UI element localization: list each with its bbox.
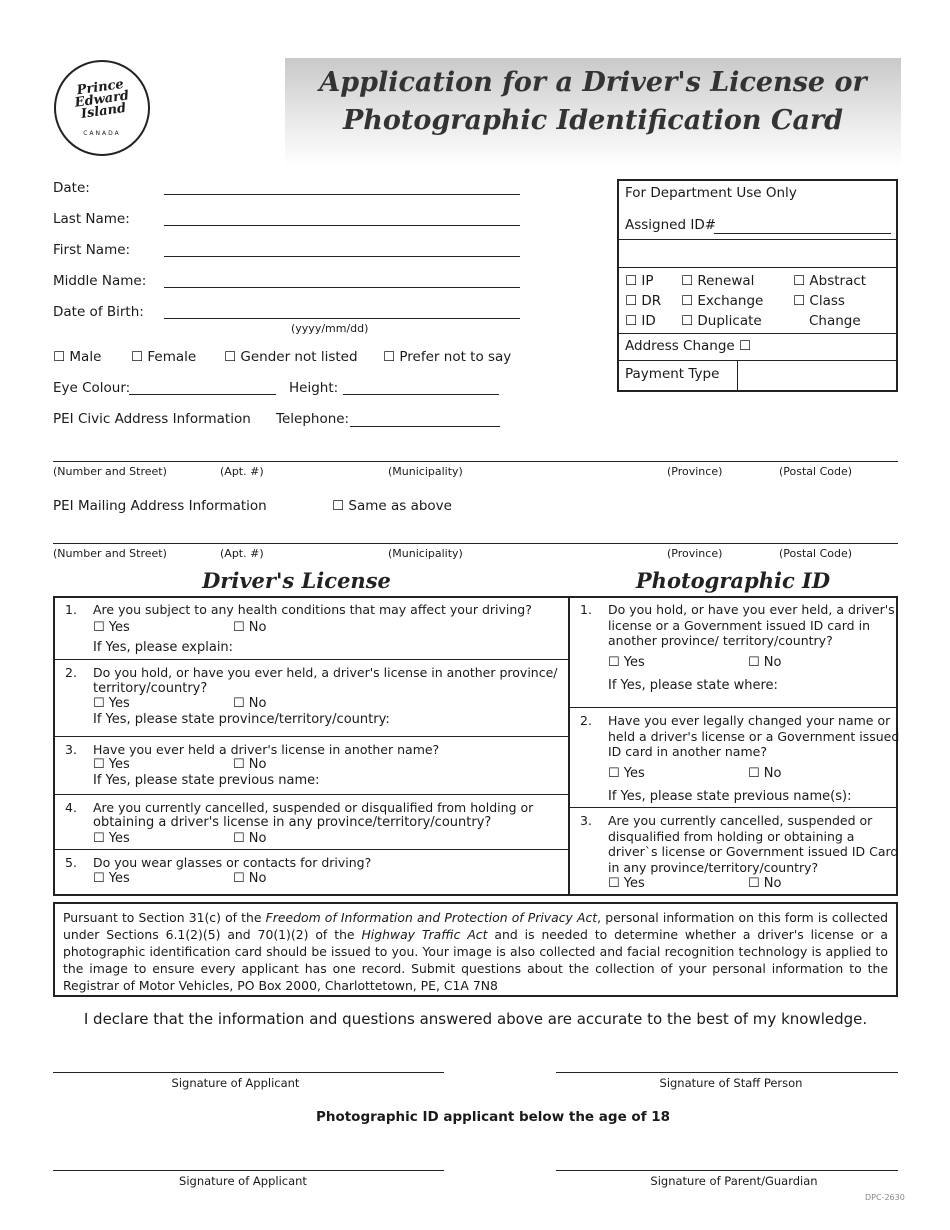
- q-num: 2.: [580, 713, 592, 728]
- applicant-under18-signature-label: Signature of Applicant: [179, 1174, 307, 1188]
- chk-renewal[interactable]: ☐ Renewal: [681, 273, 755, 289]
- pid-q3-yes[interactable]: ☐ Yes: [608, 876, 645, 891]
- parent-signature-label: Signature of Parent/Guardian: [650, 1174, 818, 1188]
- q-text: Are you subject to any health conditions that may affect your driving?: [93, 602, 532, 617]
- q-line: license or a Government issued ID card in: [608, 617, 870, 633]
- dl-q1-no[interactable]: ☐ No: [233, 620, 267, 635]
- pid-q3-no[interactable]: ☐ No: [748, 876, 782, 891]
- dl-q2-follow: If Yes, please state province/territory/country:: [93, 712, 390, 727]
- staff-signature-label: Signature of Staff Person: [659, 1076, 803, 1090]
- staff-signature-field[interactable]: [556, 1072, 898, 1073]
- dl-q1-yes[interactable]: ☐ Yes: [93, 620, 130, 635]
- date-field[interactable]: [164, 194, 520, 195]
- last-name-label: Last Name:: [53, 211, 130, 227]
- payment-type-label: Payment Type: [625, 366, 720, 382]
- mailing-municipality-hint: (Municipality): [388, 547, 463, 560]
- title-line-1: Application for a Driver's License or: [319, 67, 867, 98]
- q-num: 3.: [580, 813, 592, 828]
- q-line: Do you hold, or have you ever held, a driver's: [608, 602, 895, 617]
- assigned-id-field[interactable]: [714, 233, 891, 234]
- department-use-box: [617, 179, 898, 392]
- q-line: Have you ever legally changed your name or: [608, 713, 891, 728]
- q-line: Are you currently cancelled, suspended or: [608, 813, 873, 828]
- dl-q5-yes[interactable]: ☐ Yes: [93, 871, 130, 886]
- dept-heading: For Department Use Only: [625, 185, 797, 201]
- mailing-province-hint: (Province): [667, 547, 723, 560]
- q-text: Have you ever held a driver's license in another name?: [93, 742, 440, 757]
- applicant-under18-signature-field[interactable]: [53, 1170, 444, 1171]
- last-name-field[interactable]: [164, 225, 520, 226]
- q-num: 2.: [65, 665, 77, 680]
- q-text: Do you wear glasses or contacts for driving?: [93, 855, 372, 870]
- civic-street-hint: (Number and Street): [53, 465, 167, 478]
- gender-not-listed[interactable]: ☐ Gender not listed: [224, 349, 358, 365]
- q-line: in any province/territory/country?: [608, 859, 819, 875]
- page-title: [285, 64, 901, 140]
- chk-duplicate[interactable]: ☐ Duplicate: [681, 313, 762, 329]
- divider: [53, 659, 570, 660]
- civic-municipality-hint: (Municipality): [388, 465, 463, 478]
- middle-name-label: Middle Name:: [53, 273, 147, 289]
- q-text: [608, 602, 895, 649]
- dl-q3-follow: If Yes, please state previous name:: [93, 773, 320, 788]
- privacy-text: and is needed to determine whether a driver's license or a photographic identification card should be issued to you. Your image is also collected and facial recognition technology is applied to the image to ensure every applicant has one record. Submit questions about the collection of your personal information to the Registrar of Motor Vehicles, PO Box 2000, Charlottetown, PE, C1A 7N8: [63, 927, 888, 993]
- logo-subtext: CANADA: [83, 130, 121, 137]
- pid-q2-yes[interactable]: ☐ Yes: [608, 766, 645, 781]
- pid-q2-no[interactable]: ☐ No: [748, 766, 782, 781]
- pid-q1-follow: If Yes, please state where:: [608, 678, 778, 693]
- chk-class-change[interactable]: ☐ Class: [793, 293, 845, 309]
- privacy-notice: [53, 902, 898, 997]
- dl-q2-yes[interactable]: ☐ Yes: [93, 696, 130, 711]
- assigned-id-label: Assigned ID#: [625, 217, 717, 233]
- q-line: ID card in another name?: [608, 744, 767, 759]
- q-num: 1.: [65, 602, 77, 617]
- dept-divider: [619, 267, 896, 268]
- telephone-label: Telephone:: [276, 411, 350, 427]
- dl-q4-text-cont: obtaining a driver's license in any province/territory/country?: [93, 815, 492, 830]
- mailing-apt-hint: (Apt. #): [220, 547, 264, 560]
- dl-q3-yes[interactable]: ☐ Yes: [93, 757, 130, 772]
- dept-divider: [619, 360, 896, 361]
- form-code: DPC-2630: [865, 1193, 905, 1202]
- dl-q1-follow: If Yes, please explain:: [93, 640, 234, 655]
- privacy-act-name: Highway Traffic Act: [361, 927, 488, 942]
- first-name-label: First Name:: [53, 242, 131, 258]
- under-18-heading: Photographic ID applicant below the age of 18: [315, 1109, 671, 1125]
- chk-id[interactable]: ☐ ID: [625, 313, 656, 329]
- title-line-2: Photographic Identification Card: [342, 105, 844, 136]
- parent-signature-field[interactable]: [556, 1170, 898, 1171]
- eye-colour-field[interactable]: [129, 394, 276, 395]
- q-line: driver`s license or Government issued ID Card: [608, 844, 899, 859]
- civic-province-hint: (Province): [667, 465, 723, 478]
- dob-field[interactable]: [164, 318, 520, 319]
- dl-q3-no[interactable]: ☐ No: [233, 757, 267, 772]
- q-line: held a driver's license or a Government issued: [608, 728, 900, 744]
- dl-q4-no[interactable]: ☐ No: [233, 831, 267, 846]
- chk-exchange[interactable]: ☐ Exchange: [681, 293, 764, 309]
- q-text: [608, 713, 899, 760]
- chk-dr[interactable]: ☐ DR: [625, 293, 662, 309]
- gender-female[interactable]: ☐ Female: [131, 349, 197, 365]
- q-text: [608, 813, 898, 875]
- dob-label: Date of Birth:: [53, 304, 144, 320]
- mailing-postal-hint: (Postal Code): [779, 547, 853, 560]
- gender-male[interactable]: ☐ Male: [53, 349, 102, 365]
- telephone-field[interactable]: [350, 426, 500, 427]
- height-label: Height:: [289, 380, 339, 396]
- logo-text: Prince Edward Island: [73, 76, 130, 122]
- q-num: 4.: [65, 800, 77, 815]
- address-change-checkbox[interactable]: Address Change ☐: [625, 338, 752, 354]
- same-as-above-checkbox[interactable]: ☐ Same as above: [332, 498, 452, 514]
- date-label: Date:: [53, 180, 90, 196]
- divider: [53, 849, 570, 850]
- eye-colour-label: Eye Colour:: [53, 380, 131, 396]
- dl-q2-text-cont: territory/country?: [93, 681, 208, 696]
- privacy-text: , personal information on this form is collected under Sections 6.1(2)(5) and 70(1)(2) of the: [63, 910, 888, 942]
- applicant-signature-field[interactable]: [53, 1072, 444, 1073]
- dl-q5-no[interactable]: ☐ No: [233, 871, 267, 886]
- pei-logo: [54, 60, 150, 156]
- photo-id-heading: Photographic ID: [635, 568, 831, 593]
- pid-q1-yes[interactable]: ☐ Yes: [608, 655, 645, 670]
- q-text: Do you hold, or have you ever held, a driver's license in another province/: [93, 665, 558, 680]
- mailing-street-hint: (Number and Street): [53, 547, 167, 560]
- q-line: another province/ territory/country?: [608, 633, 833, 648]
- mailing-address-field[interactable]: [53, 543, 898, 544]
- first-name-field[interactable]: [164, 256, 520, 257]
- drivers-license-heading: Driver's License: [202, 568, 391, 593]
- payment-type-divider: [737, 360, 738, 392]
- middle-name-field[interactable]: [164, 287, 520, 288]
- civic-address-field[interactable]: [53, 461, 898, 462]
- q-text: Are you currently cancelled, suspended or disqualified from holding or: [93, 800, 534, 815]
- chk-abstract[interactable]: ☐ Abstract: [793, 273, 867, 289]
- q-line: disqualified from holding or obtaining a: [608, 828, 855, 844]
- privacy-act-name: Freedom of Information and Protection of Privacy Act: [265, 910, 598, 925]
- divider: [53, 794, 570, 795]
- height-field[interactable]: [343, 394, 499, 395]
- dept-divider: [619, 333, 896, 334]
- privacy-text: Pursuant to Section 31(c) of the: [63, 910, 266, 925]
- mailing-address-label: PEI Mailing Address Information: [53, 498, 267, 514]
- pid-q1-no[interactable]: ☐ No: [748, 655, 782, 670]
- q-num: 5.: [65, 855, 77, 870]
- q-num: 3.: [65, 742, 77, 757]
- divider: [53, 736, 570, 737]
- divider: [568, 807, 898, 808]
- pid-q2-follow: If Yes, please state previous name(s):: [608, 789, 852, 804]
- dept-divider: [619, 239, 896, 240]
- declaration: I declare that the information and questions answered above are accurate to the best of my knowledge.: [83, 1010, 868, 1028]
- civic-postal-hint: (Postal Code): [779, 465, 853, 478]
- q-num: 1.: [580, 602, 592, 617]
- gender-prefer-not[interactable]: ☐ Prefer not to say: [383, 349, 512, 365]
- civic-apt-hint: (Apt. #): [220, 465, 264, 478]
- class-change-text: Change: [809, 313, 861, 329]
- divider: [568, 707, 898, 708]
- applicant-signature-label: Signature of Applicant: [171, 1076, 300, 1090]
- dl-q4-yes[interactable]: ☐ Yes: [93, 831, 130, 846]
- dob-hint: (yyyy/mm/dd): [291, 322, 369, 335]
- civic-address-label: PEI Civic Address Information: [53, 411, 251, 427]
- chk-ip[interactable]: ☐ IP: [625, 273, 654, 289]
- dl-q2-no[interactable]: ☐ No: [233, 696, 267, 711]
